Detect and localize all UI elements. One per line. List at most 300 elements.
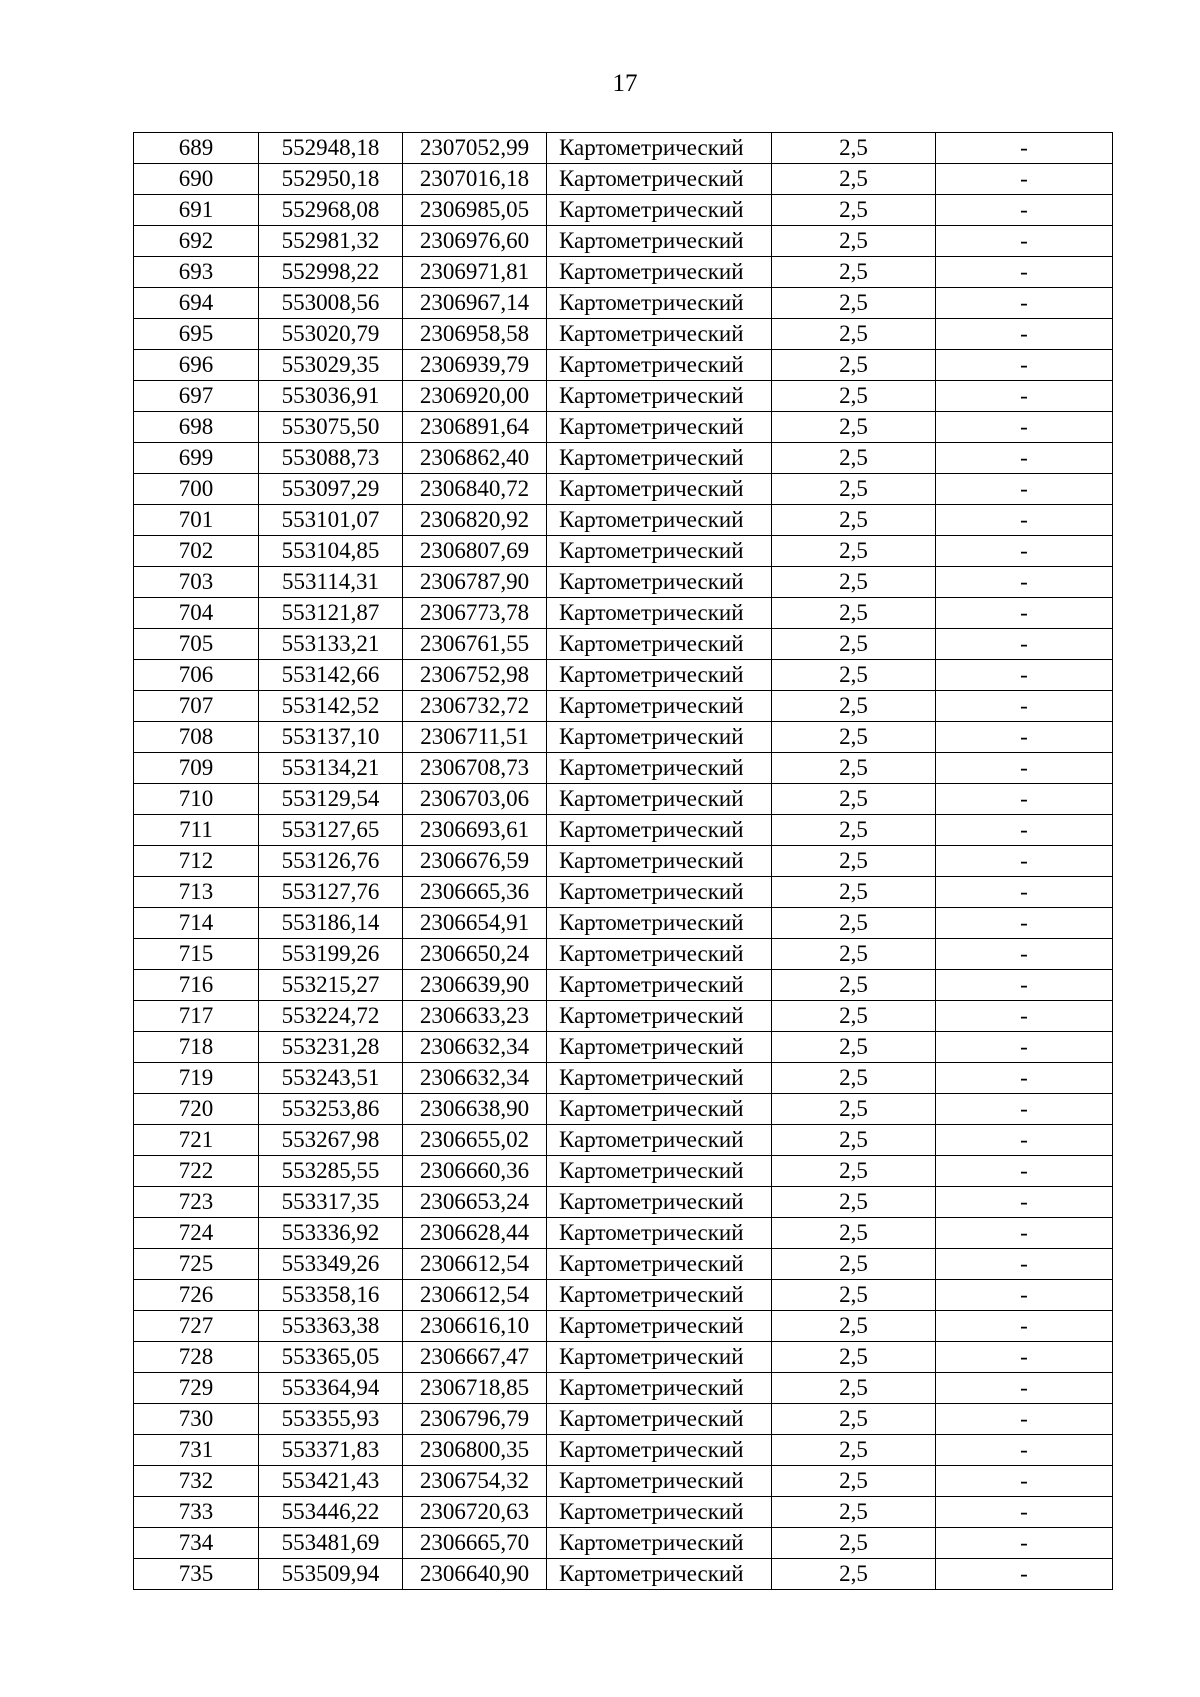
point-number-cell: 696 <box>134 350 259 381</box>
point-number-cell: 704 <box>134 598 259 629</box>
y-coordinate-cell: 2306676,59 <box>403 846 547 877</box>
table-row <box>134 1404 1113 1435</box>
method-cell: Картометрический <box>547 598 772 629</box>
method-cell: Картометрический <box>547 1466 772 1497</box>
accuracy-cell: 2,5 <box>772 1063 936 1094</box>
method-cell: Картометрический <box>547 443 772 474</box>
table-row <box>134 226 1113 257</box>
y-coordinate-cell: 2306787,90 <box>403 567 547 598</box>
table-row <box>134 753 1113 784</box>
accuracy-cell: 2,5 <box>772 660 936 691</box>
point-number-cell: 717 <box>134 1001 259 1032</box>
table-row <box>134 567 1113 598</box>
table-row <box>134 846 1113 877</box>
table-row <box>134 319 1113 350</box>
method-cell: Картометрический <box>547 1218 772 1249</box>
method-cell: Картометрический <box>547 288 772 319</box>
accuracy-cell: 2,5 <box>772 815 936 846</box>
x-coordinate-cell: 553317,35 <box>259 1187 403 1218</box>
y-coordinate-cell: 2306761,55 <box>403 629 547 660</box>
y-coordinate-cell: 2306720,63 <box>403 1497 547 1528</box>
table-row <box>134 257 1113 288</box>
method-cell: Картометрический <box>547 1528 772 1559</box>
x-coordinate-cell: 552948,18 <box>259 133 403 164</box>
method-cell: Картометрический <box>547 164 772 195</box>
table-row <box>134 164 1113 195</box>
x-coordinate-cell: 553481,69 <box>259 1528 403 1559</box>
point-number-cell: 734 <box>134 1528 259 1559</box>
x-coordinate-cell: 552998,22 <box>259 257 403 288</box>
point-number-cell: 690 <box>134 164 259 195</box>
note-cell: - <box>936 1249 1113 1280</box>
accuracy-cell: 2,5 <box>772 1094 936 1125</box>
accuracy-cell: 2,5 <box>772 288 936 319</box>
note-cell: - <box>936 877 1113 908</box>
x-coordinate-cell: 553134,21 <box>259 753 403 784</box>
method-cell: Картометрический <box>547 970 772 1001</box>
table-row <box>134 1156 1113 1187</box>
point-number-cell: 718 <box>134 1032 259 1063</box>
y-coordinate-cell: 2306628,44 <box>403 1218 547 1249</box>
note-cell: - <box>936 660 1113 691</box>
note-cell: - <box>936 1559 1113 1590</box>
note-cell: - <box>936 1063 1113 1094</box>
note-cell: - <box>936 1218 1113 1249</box>
point-number-cell: 692 <box>134 226 259 257</box>
y-coordinate-cell: 2306985,05 <box>403 195 547 226</box>
method-cell: Картометрический <box>547 1280 772 1311</box>
accuracy-cell: 2,5 <box>772 536 936 567</box>
accuracy-cell: 2,5 <box>772 1156 936 1187</box>
point-number-cell: 733 <box>134 1497 259 1528</box>
accuracy-cell: 2,5 <box>772 908 936 939</box>
x-coordinate-cell: 553349,26 <box>259 1249 403 1280</box>
point-number-cell: 723 <box>134 1187 259 1218</box>
note-cell: - <box>936 1156 1113 1187</box>
point-number-cell: 707 <box>134 691 259 722</box>
point-number-cell: 694 <box>134 288 259 319</box>
x-coordinate-cell: 553231,28 <box>259 1032 403 1063</box>
point-number-cell: 710 <box>134 784 259 815</box>
method-cell: Картометрический <box>547 908 772 939</box>
x-coordinate-cell: 553364,94 <box>259 1373 403 1404</box>
x-coordinate-cell: 553137,10 <box>259 722 403 753</box>
method-cell: Картометрический <box>547 1342 772 1373</box>
y-coordinate-cell: 2306796,79 <box>403 1404 547 1435</box>
y-coordinate-cell: 2306660,36 <box>403 1156 547 1187</box>
accuracy-cell: 2,5 <box>772 381 936 412</box>
note-cell: - <box>936 567 1113 598</box>
point-number-cell: 724 <box>134 1218 259 1249</box>
x-coordinate-cell: 553101,07 <box>259 505 403 536</box>
point-number-cell: 730 <box>134 1404 259 1435</box>
note-cell: - <box>936 1466 1113 1497</box>
table-row <box>134 412 1113 443</box>
point-number-cell: 689 <box>134 133 259 164</box>
accuracy-cell: 2,5 <box>772 784 936 815</box>
method-cell: Картометрический <box>547 412 772 443</box>
x-coordinate-cell: 553365,05 <box>259 1342 403 1373</box>
y-coordinate-cell: 2307016,18 <box>403 164 547 195</box>
y-coordinate-cell: 2306665,70 <box>403 1528 547 1559</box>
accuracy-cell: 2,5 <box>772 1466 936 1497</box>
x-coordinate-cell: 553127,76 <box>259 877 403 908</box>
table-row <box>134 1249 1113 1280</box>
y-coordinate-cell: 2306632,34 <box>403 1063 547 1094</box>
accuracy-cell: 2,5 <box>772 319 936 350</box>
accuracy-cell: 2,5 <box>772 1001 936 1032</box>
point-number-cell: 719 <box>134 1063 259 1094</box>
table-row <box>134 939 1113 970</box>
method-cell: Картометрический <box>547 1001 772 1032</box>
table-row <box>134 1280 1113 1311</box>
table-row <box>134 133 1113 164</box>
table-row <box>134 1187 1113 1218</box>
y-coordinate-cell: 2306638,90 <box>403 1094 547 1125</box>
y-coordinate-cell: 2306633,23 <box>403 1001 547 1032</box>
note-cell: - <box>936 1311 1113 1342</box>
y-coordinate-cell: 2306971,81 <box>403 257 547 288</box>
note-cell: - <box>936 784 1113 815</box>
accuracy-cell: 2,5 <box>772 1032 936 1063</box>
point-number-cell: 716 <box>134 970 259 1001</box>
point-number-cell: 703 <box>134 567 259 598</box>
accuracy-cell: 2,5 <box>772 722 936 753</box>
note-cell: - <box>936 226 1113 257</box>
note-cell: - <box>936 1404 1113 1435</box>
x-coordinate-cell: 553199,26 <box>259 939 403 970</box>
accuracy-cell: 2,5 <box>772 939 936 970</box>
point-number-cell: 728 <box>134 1342 259 1373</box>
table-row <box>134 1559 1113 1590</box>
y-coordinate-cell: 2306939,79 <box>403 350 547 381</box>
x-coordinate-cell: 553363,38 <box>259 1311 403 1342</box>
x-coordinate-cell: 553142,66 <box>259 660 403 691</box>
coordinates-table <box>133 132 1113 1590</box>
point-number-cell: 713 <box>134 877 259 908</box>
method-cell: Картометрический <box>547 350 772 381</box>
y-coordinate-cell: 2306650,24 <box>403 939 547 970</box>
accuracy-cell: 2,5 <box>772 412 936 443</box>
y-coordinate-cell: 2306754,32 <box>403 1466 547 1497</box>
x-coordinate-cell: 553126,76 <box>259 846 403 877</box>
accuracy-cell: 2,5 <box>772 226 936 257</box>
x-coordinate-cell: 553129,54 <box>259 784 403 815</box>
note-cell: - <box>936 1032 1113 1063</box>
table-row <box>134 1435 1113 1466</box>
accuracy-cell: 2,5 <box>772 1404 936 1435</box>
note-cell: - <box>936 1187 1113 1218</box>
table-row <box>134 1342 1113 1373</box>
y-coordinate-cell: 2306612,54 <box>403 1249 547 1280</box>
method-cell: Картометрический <box>547 257 772 288</box>
table-row <box>134 288 1113 319</box>
note-cell: - <box>936 908 1113 939</box>
method-cell: Картометрический <box>547 877 772 908</box>
x-coordinate-cell: 553285,55 <box>259 1156 403 1187</box>
x-coordinate-cell: 553104,85 <box>259 536 403 567</box>
y-coordinate-cell: 2306752,98 <box>403 660 547 691</box>
method-cell: Картометрический <box>547 1125 772 1156</box>
method-cell: Картометрический <box>547 1156 772 1187</box>
method-cell: Картометрический <box>547 1094 772 1125</box>
accuracy-cell: 2,5 <box>772 257 936 288</box>
method-cell: Картометрический <box>547 815 772 846</box>
method-cell: Картометрический <box>547 133 772 164</box>
point-number-cell: 693 <box>134 257 259 288</box>
x-coordinate-cell: 553186,14 <box>259 908 403 939</box>
method-cell: Картометрический <box>547 1032 772 1063</box>
method-cell: Картометрический <box>547 784 772 815</box>
point-number-cell: 699 <box>134 443 259 474</box>
note-cell: - <box>936 195 1113 226</box>
method-cell: Картометрический <box>547 195 772 226</box>
point-number-cell: 701 <box>134 505 259 536</box>
x-coordinate-cell: 553142,52 <box>259 691 403 722</box>
x-coordinate-cell: 553008,56 <box>259 288 403 319</box>
method-cell: Картометрический <box>547 1311 772 1342</box>
x-coordinate-cell: 553371,83 <box>259 1435 403 1466</box>
accuracy-cell: 2,5 <box>772 1280 936 1311</box>
point-number-cell: 720 <box>134 1094 259 1125</box>
point-number-cell: 697 <box>134 381 259 412</box>
table-row <box>134 1063 1113 1094</box>
note-cell: - <box>936 1094 1113 1125</box>
table-row <box>134 877 1113 908</box>
accuracy-cell: 2,5 <box>772 970 936 1001</box>
note-cell: - <box>936 1497 1113 1528</box>
point-number-cell: 715 <box>134 939 259 970</box>
point-number-cell: 691 <box>134 195 259 226</box>
point-number-cell: 727 <box>134 1311 259 1342</box>
y-coordinate-cell: 2306632,34 <box>403 1032 547 1063</box>
y-coordinate-cell: 2306862,40 <box>403 443 547 474</box>
point-number-cell: 695 <box>134 319 259 350</box>
y-coordinate-cell: 2306820,92 <box>403 505 547 536</box>
method-cell: Картометрический <box>547 505 772 536</box>
x-coordinate-cell: 553509,94 <box>259 1559 403 1590</box>
accuracy-cell: 2,5 <box>772 567 936 598</box>
method-cell: Картометрический <box>547 846 772 877</box>
note-cell: - <box>936 691 1113 722</box>
x-coordinate-cell: 553075,50 <box>259 412 403 443</box>
x-coordinate-cell: 552968,08 <box>259 195 403 226</box>
note-cell: - <box>936 443 1113 474</box>
x-coordinate-cell: 553243,51 <box>259 1063 403 1094</box>
method-cell: Картометрический <box>547 722 772 753</box>
method-cell: Картометрический <box>547 1497 772 1528</box>
note-cell: - <box>936 319 1113 350</box>
method-cell: Картометрический <box>547 1559 772 1590</box>
method-cell: Картометрический <box>547 474 772 505</box>
note-cell: - <box>936 536 1113 567</box>
table-row <box>134 815 1113 846</box>
point-number-cell: 700 <box>134 474 259 505</box>
accuracy-cell: 2,5 <box>772 443 936 474</box>
accuracy-cell: 2,5 <box>772 350 936 381</box>
point-number-cell: 732 <box>134 1466 259 1497</box>
accuracy-cell: 2,5 <box>772 1311 936 1342</box>
note-cell: - <box>936 1342 1113 1373</box>
table-row <box>134 474 1113 505</box>
point-number-cell: 702 <box>134 536 259 567</box>
method-cell: Картометрический <box>547 660 772 691</box>
x-coordinate-cell: 553224,72 <box>259 1001 403 1032</box>
table-row <box>134 1218 1113 1249</box>
accuracy-cell: 2,5 <box>772 133 936 164</box>
y-coordinate-cell: 2306840,72 <box>403 474 547 505</box>
table-row <box>134 1497 1113 1528</box>
x-coordinate-cell: 553121,87 <box>259 598 403 629</box>
table-row <box>134 784 1113 815</box>
method-cell: Картометрический <box>547 536 772 567</box>
method-cell: Картометрический <box>547 629 772 660</box>
y-coordinate-cell: 2306891,64 <box>403 412 547 443</box>
method-cell: Картометрический <box>547 567 772 598</box>
x-coordinate-cell: 553253,86 <box>259 1094 403 1125</box>
table-row <box>134 722 1113 753</box>
point-number-cell: 731 <box>134 1435 259 1466</box>
table-row <box>134 970 1113 1001</box>
note-cell: - <box>936 722 1113 753</box>
x-coordinate-cell: 553029,35 <box>259 350 403 381</box>
x-coordinate-cell: 552981,32 <box>259 226 403 257</box>
method-cell: Картометрический <box>547 1435 772 1466</box>
method-cell: Картометрический <box>547 1249 772 1280</box>
page-number: 17 <box>612 70 638 97</box>
y-coordinate-cell: 2306654,91 <box>403 908 547 939</box>
y-coordinate-cell: 2306718,85 <box>403 1373 547 1404</box>
point-number-cell: 735 <box>134 1559 259 1590</box>
table-row <box>134 1001 1113 1032</box>
x-coordinate-cell: 553088,73 <box>259 443 403 474</box>
accuracy-cell: 2,5 <box>772 691 936 722</box>
y-coordinate-cell: 2306773,78 <box>403 598 547 629</box>
y-coordinate-cell: 2306708,73 <box>403 753 547 784</box>
y-coordinate-cell: 2306616,10 <box>403 1311 547 1342</box>
table-row <box>134 908 1113 939</box>
note-cell: - <box>936 939 1113 970</box>
y-coordinate-cell: 2306612,54 <box>403 1280 547 1311</box>
table-row <box>134 505 1113 536</box>
accuracy-cell: 2,5 <box>772 1125 936 1156</box>
method-cell: Картометрический <box>547 1187 772 1218</box>
note-cell: - <box>936 1001 1113 1032</box>
accuracy-cell: 2,5 <box>772 1218 936 1249</box>
x-coordinate-cell: 552950,18 <box>259 164 403 195</box>
note-cell: - <box>936 474 1113 505</box>
note-cell: - <box>936 381 1113 412</box>
method-cell: Картометрический <box>547 381 772 412</box>
note-cell: - <box>936 505 1113 536</box>
table-row <box>134 1094 1113 1125</box>
method-cell: Картометрический <box>547 753 772 784</box>
note-cell: - <box>936 753 1113 784</box>
accuracy-cell: 2,5 <box>772 1497 936 1528</box>
x-coordinate-cell: 553446,22 <box>259 1497 403 1528</box>
table-row <box>134 1373 1113 1404</box>
accuracy-cell: 2,5 <box>772 877 936 908</box>
point-number-cell: 726 <box>134 1280 259 1311</box>
accuracy-cell: 2,5 <box>772 474 936 505</box>
note-cell: - <box>936 257 1113 288</box>
note-cell: - <box>936 1280 1113 1311</box>
method-cell: Картометрический <box>547 319 772 350</box>
note-cell: - <box>936 1435 1113 1466</box>
method-cell: Картометрический <box>547 1373 772 1404</box>
accuracy-cell: 2,5 <box>772 846 936 877</box>
y-coordinate-cell: 2306665,36 <box>403 877 547 908</box>
y-coordinate-cell: 2306653,24 <box>403 1187 547 1218</box>
accuracy-cell: 2,5 <box>772 629 936 660</box>
note-cell: - <box>936 412 1113 443</box>
method-cell: Картометрический <box>547 691 772 722</box>
note-cell: - <box>936 1373 1113 1404</box>
x-coordinate-cell: 553336,92 <box>259 1218 403 1249</box>
accuracy-cell: 2,5 <box>772 1528 936 1559</box>
table-row <box>134 1125 1113 1156</box>
x-coordinate-cell: 553355,93 <box>259 1404 403 1435</box>
accuracy-cell: 2,5 <box>772 164 936 195</box>
x-coordinate-cell: 553267,98 <box>259 1125 403 1156</box>
point-number-cell: 725 <box>134 1249 259 1280</box>
point-number-cell: 721 <box>134 1125 259 1156</box>
table-row <box>134 350 1113 381</box>
table-row <box>134 660 1113 691</box>
y-coordinate-cell: 2306693,61 <box>403 815 547 846</box>
x-coordinate-cell: 553358,16 <box>259 1280 403 1311</box>
x-coordinate-cell: 553127,65 <box>259 815 403 846</box>
method-cell: Картометрический <box>547 1404 772 1435</box>
table-row <box>134 1466 1113 1497</box>
y-coordinate-cell: 2306976,60 <box>403 226 547 257</box>
y-coordinate-cell: 2307052,99 <box>403 133 547 164</box>
note-cell: - <box>936 1125 1113 1156</box>
accuracy-cell: 2,5 <box>772 1342 936 1373</box>
y-coordinate-cell: 2306807,69 <box>403 536 547 567</box>
method-cell: Картометрический <box>547 939 772 970</box>
accuracy-cell: 2,5 <box>772 598 936 629</box>
note-cell: - <box>936 629 1113 660</box>
accuracy-cell: 2,5 <box>772 505 936 536</box>
point-number-cell: 708 <box>134 722 259 753</box>
x-coordinate-cell: 553133,21 <box>259 629 403 660</box>
table-row <box>134 536 1113 567</box>
x-coordinate-cell: 553114,31 <box>259 567 403 598</box>
accuracy-cell: 2,5 <box>772 1249 936 1280</box>
method-cell: Картометрический <box>547 1063 772 1094</box>
y-coordinate-cell: 2306640,90 <box>403 1559 547 1590</box>
point-number-cell: 706 <box>134 660 259 691</box>
x-coordinate-cell: 553036,91 <box>259 381 403 412</box>
y-coordinate-cell: 2306711,51 <box>403 722 547 753</box>
point-number-cell: 705 <box>134 629 259 660</box>
y-coordinate-cell: 2306655,02 <box>403 1125 547 1156</box>
point-number-cell: 712 <box>134 846 259 877</box>
note-cell: - <box>936 815 1113 846</box>
accuracy-cell: 2,5 <box>772 753 936 784</box>
method-cell: Картометрический <box>547 226 772 257</box>
accuracy-cell: 2,5 <box>772 1435 936 1466</box>
point-number-cell: 714 <box>134 908 259 939</box>
table-row <box>134 381 1113 412</box>
x-coordinate-cell: 553020,79 <box>259 319 403 350</box>
table-row <box>134 1311 1113 1342</box>
table-row <box>134 691 1113 722</box>
table-row <box>134 629 1113 660</box>
x-coordinate-cell: 553097,29 <box>259 474 403 505</box>
accuracy-cell: 2,5 <box>772 1187 936 1218</box>
